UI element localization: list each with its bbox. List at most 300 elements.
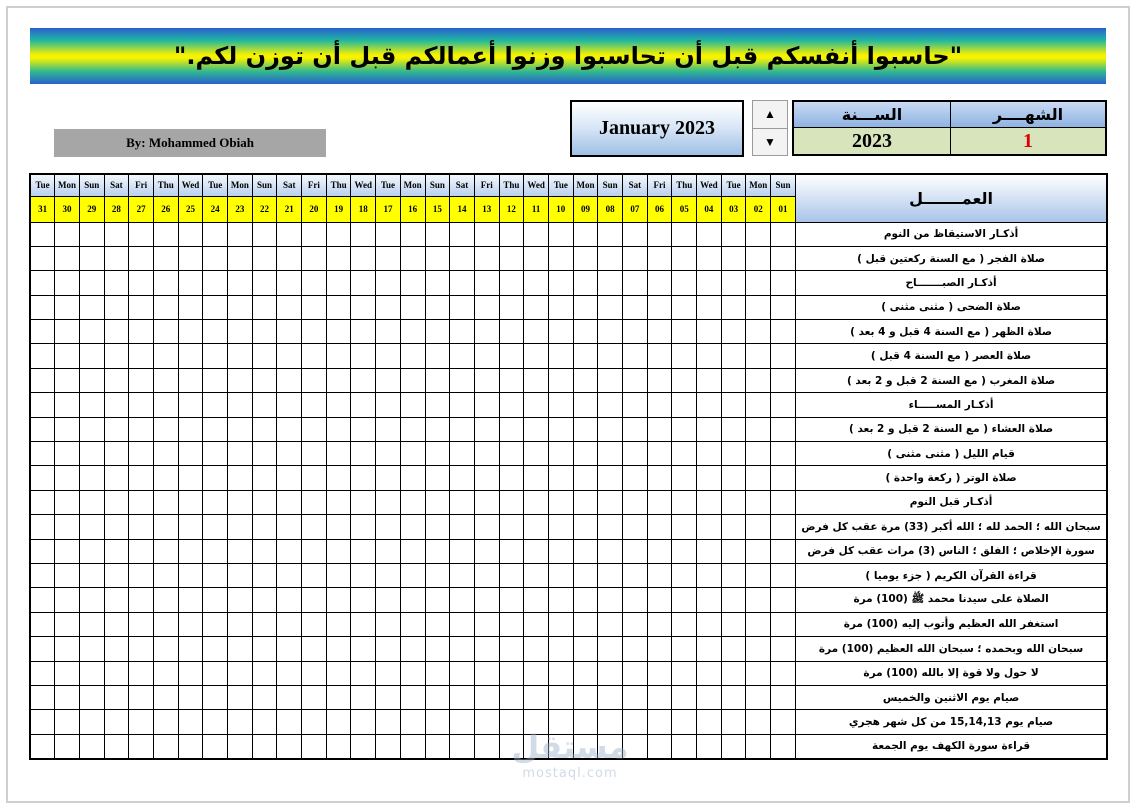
check-cell[interactable] xyxy=(647,637,672,661)
check-cell[interactable] xyxy=(129,246,154,270)
check-cell[interactable] xyxy=(672,344,697,368)
check-cell[interactable] xyxy=(771,710,796,734)
check-cell[interactable] xyxy=(647,344,672,368)
check-cell[interactable] xyxy=(104,588,129,612)
check-cell[interactable] xyxy=(129,490,154,514)
check-cell[interactable] xyxy=(55,563,80,587)
check-cell[interactable] xyxy=(474,320,499,344)
check-cell[interactable] xyxy=(573,588,598,612)
check-cell[interactable] xyxy=(178,637,203,661)
check-cell[interactable] xyxy=(450,320,475,344)
check-cell[interactable] xyxy=(598,515,623,539)
check-cell[interactable] xyxy=(302,466,327,490)
check-cell[interactable] xyxy=(771,295,796,319)
check-cell[interactable] xyxy=(55,685,80,709)
check-cell[interactable] xyxy=(55,344,80,368)
check-cell[interactable] xyxy=(721,466,746,490)
check-cell[interactable] xyxy=(697,661,722,685)
check-cell[interactable] xyxy=(450,417,475,441)
check-cell[interactable] xyxy=(55,442,80,466)
check-cell[interactable] xyxy=(746,539,771,563)
check-cell[interactable] xyxy=(623,685,648,709)
check-cell[interactable] xyxy=(55,246,80,270)
check-cell[interactable] xyxy=(55,612,80,636)
check-cell[interactable] xyxy=(351,246,376,270)
check-cell[interactable] xyxy=(746,295,771,319)
check-cell[interactable] xyxy=(623,320,648,344)
check-cell[interactable] xyxy=(474,344,499,368)
check-cell[interactable] xyxy=(129,320,154,344)
check-cell[interactable] xyxy=(499,344,524,368)
check-cell[interactable] xyxy=(277,710,302,734)
check-cell[interactable] xyxy=(277,637,302,661)
check-cell[interactable] xyxy=(302,710,327,734)
check-cell[interactable] xyxy=(376,710,401,734)
check-cell[interactable] xyxy=(598,612,623,636)
check-cell[interactable] xyxy=(400,515,425,539)
check-cell[interactable] xyxy=(771,515,796,539)
check-cell[interactable] xyxy=(228,612,253,636)
check-cell[interactable] xyxy=(153,563,178,587)
check-cell[interactable] xyxy=(499,320,524,344)
check-cell[interactable] xyxy=(400,442,425,466)
check-cell[interactable] xyxy=(129,734,154,758)
check-cell[interactable] xyxy=(351,661,376,685)
check-cell[interactable] xyxy=(721,539,746,563)
check-cell[interactable] xyxy=(746,710,771,734)
check-cell[interactable] xyxy=(104,685,129,709)
check-cell[interactable] xyxy=(672,637,697,661)
check-cell[interactable] xyxy=(499,637,524,661)
check-cell[interactable] xyxy=(79,661,104,685)
check-cell[interactable] xyxy=(129,588,154,612)
check-cell[interactable] xyxy=(30,222,55,246)
check-cell[interactable] xyxy=(104,271,129,295)
check-cell[interactable] xyxy=(178,344,203,368)
check-cell[interactable] xyxy=(450,685,475,709)
check-cell[interactable] xyxy=(425,490,450,514)
check-cell[interactable] xyxy=(450,222,475,246)
check-cell[interactable] xyxy=(252,442,277,466)
check-cell[interactable] xyxy=(474,466,499,490)
check-cell[interactable] xyxy=(252,637,277,661)
check-cell[interactable] xyxy=(104,490,129,514)
check-cell[interactable] xyxy=(129,271,154,295)
check-cell[interactable] xyxy=(450,612,475,636)
check-cell[interactable] xyxy=(548,466,573,490)
check-cell[interactable] xyxy=(746,661,771,685)
check-cell[interactable] xyxy=(474,539,499,563)
check-cell[interactable] xyxy=(79,710,104,734)
check-cell[interactable] xyxy=(400,417,425,441)
check-cell[interactable] xyxy=(548,515,573,539)
check-cell[interactable] xyxy=(672,393,697,417)
check-cell[interactable] xyxy=(79,442,104,466)
check-cell[interactable] xyxy=(302,588,327,612)
check-cell[interactable] xyxy=(548,539,573,563)
check-cell[interactable] xyxy=(302,393,327,417)
check-cell[interactable] xyxy=(598,466,623,490)
check-cell[interactable] xyxy=(474,685,499,709)
check-cell[interactable] xyxy=(277,417,302,441)
check-cell[interactable] xyxy=(450,515,475,539)
check-cell[interactable] xyxy=(647,466,672,490)
check-cell[interactable] xyxy=(30,685,55,709)
check-cell[interactable] xyxy=(400,588,425,612)
check-cell[interactable] xyxy=(228,563,253,587)
check-cell[interactable] xyxy=(548,320,573,344)
check-cell[interactable] xyxy=(277,320,302,344)
check-cell[interactable] xyxy=(450,734,475,758)
check-cell[interactable] xyxy=(302,515,327,539)
check-cell[interactable] xyxy=(203,685,228,709)
check-cell[interactable] xyxy=(104,246,129,270)
check-cell[interactable] xyxy=(55,637,80,661)
check-cell[interactable] xyxy=(351,539,376,563)
check-cell[interactable] xyxy=(623,368,648,392)
check-cell[interactable] xyxy=(697,344,722,368)
check-cell[interactable] xyxy=(153,710,178,734)
check-cell[interactable] xyxy=(425,734,450,758)
check-cell[interactable] xyxy=(351,734,376,758)
check-cell[interactable] xyxy=(326,490,351,514)
check-cell[interactable] xyxy=(573,320,598,344)
check-cell[interactable] xyxy=(376,515,401,539)
check-cell[interactable] xyxy=(697,710,722,734)
check-cell[interactable] xyxy=(548,368,573,392)
check-cell[interactable] xyxy=(524,563,549,587)
check-cell[interactable] xyxy=(178,588,203,612)
check-cell[interactable] xyxy=(721,271,746,295)
check-cell[interactable] xyxy=(771,637,796,661)
check-cell[interactable] xyxy=(771,539,796,563)
check-cell[interactable] xyxy=(499,710,524,734)
check-cell[interactable] xyxy=(203,661,228,685)
check-cell[interactable] xyxy=(623,490,648,514)
check-cell[interactable] xyxy=(573,563,598,587)
check-cell[interactable] xyxy=(647,417,672,441)
check-cell[interactable] xyxy=(548,222,573,246)
check-cell[interactable] xyxy=(499,368,524,392)
check-cell[interactable] xyxy=(573,393,598,417)
check-cell[interactable] xyxy=(376,612,401,636)
check-cell[interactable] xyxy=(326,246,351,270)
check-cell[interactable] xyxy=(499,539,524,563)
check-cell[interactable] xyxy=(647,661,672,685)
check-cell[interactable] xyxy=(425,442,450,466)
check-cell[interactable] xyxy=(79,393,104,417)
check-cell[interactable] xyxy=(425,222,450,246)
check-cell[interactable] xyxy=(623,246,648,270)
check-cell[interactable] xyxy=(30,612,55,636)
check-cell[interactable] xyxy=(30,466,55,490)
check-cell[interactable] xyxy=(178,515,203,539)
check-cell[interactable] xyxy=(326,271,351,295)
check-cell[interactable] xyxy=(326,563,351,587)
check-cell[interactable] xyxy=(79,222,104,246)
check-cell[interactable] xyxy=(573,685,598,709)
check-cell[interactable] xyxy=(376,734,401,758)
check-cell[interactable] xyxy=(203,271,228,295)
check-cell[interactable] xyxy=(573,271,598,295)
check-cell[interactable] xyxy=(647,320,672,344)
check-cell[interactable] xyxy=(153,661,178,685)
check-cell[interactable] xyxy=(376,271,401,295)
check-cell[interactable] xyxy=(326,442,351,466)
check-cell[interactable] xyxy=(203,442,228,466)
check-cell[interactable] xyxy=(228,442,253,466)
check-cell[interactable] xyxy=(425,588,450,612)
check-cell[interactable] xyxy=(129,344,154,368)
check-cell[interactable] xyxy=(573,539,598,563)
check-cell[interactable] xyxy=(326,417,351,441)
check-cell[interactable] xyxy=(228,734,253,758)
check-cell[interactable] xyxy=(302,685,327,709)
check-cell[interactable] xyxy=(104,734,129,758)
check-cell[interactable] xyxy=(425,295,450,319)
check-cell[interactable] xyxy=(647,588,672,612)
check-cell[interactable] xyxy=(228,466,253,490)
check-cell[interactable] xyxy=(474,417,499,441)
check-cell[interactable] xyxy=(771,344,796,368)
check-cell[interactable] xyxy=(450,490,475,514)
check-cell[interactable] xyxy=(524,295,549,319)
check-cell[interactable] xyxy=(721,563,746,587)
check-cell[interactable] xyxy=(326,612,351,636)
check-cell[interactable] xyxy=(721,710,746,734)
check-cell[interactable] xyxy=(79,271,104,295)
check-cell[interactable] xyxy=(400,466,425,490)
check-cell[interactable] xyxy=(746,734,771,758)
check-cell[interactable] xyxy=(129,563,154,587)
check-cell[interactable] xyxy=(153,588,178,612)
check-cell[interactable] xyxy=(376,490,401,514)
check-cell[interactable] xyxy=(228,320,253,344)
check-cell[interactable] xyxy=(153,246,178,270)
check-cell[interactable] xyxy=(376,563,401,587)
check-cell[interactable] xyxy=(252,295,277,319)
check-cell[interactable] xyxy=(153,685,178,709)
check-cell[interactable] xyxy=(573,417,598,441)
check-cell[interactable] xyxy=(351,710,376,734)
check-cell[interactable] xyxy=(351,588,376,612)
check-cell[interactable] xyxy=(524,685,549,709)
check-cell[interactable] xyxy=(499,588,524,612)
check-cell[interactable] xyxy=(302,612,327,636)
check-cell[interactable] xyxy=(425,368,450,392)
check-cell[interactable] xyxy=(351,393,376,417)
check-cell[interactable] xyxy=(524,344,549,368)
check-cell[interactable] xyxy=(376,344,401,368)
check-cell[interactable] xyxy=(277,271,302,295)
check-cell[interactable] xyxy=(623,612,648,636)
check-cell[interactable] xyxy=(598,271,623,295)
check-cell[interactable] xyxy=(623,539,648,563)
check-cell[interactable] xyxy=(450,271,475,295)
check-cell[interactable] xyxy=(647,563,672,587)
check-cell[interactable] xyxy=(499,490,524,514)
check-cell[interactable] xyxy=(697,539,722,563)
check-cell[interactable] xyxy=(104,344,129,368)
check-cell[interactable] xyxy=(178,734,203,758)
check-cell[interactable] xyxy=(623,295,648,319)
check-cell[interactable] xyxy=(474,515,499,539)
check-cell[interactable] xyxy=(228,417,253,441)
check-cell[interactable] xyxy=(425,563,450,587)
check-cell[interactable] xyxy=(474,734,499,758)
check-cell[interactable] xyxy=(548,612,573,636)
check-cell[interactable] xyxy=(524,417,549,441)
check-cell[interactable] xyxy=(376,637,401,661)
check-cell[interactable] xyxy=(697,588,722,612)
check-cell[interactable] xyxy=(79,344,104,368)
check-cell[interactable] xyxy=(129,637,154,661)
check-cell[interactable] xyxy=(746,563,771,587)
check-cell[interactable] xyxy=(450,344,475,368)
check-cell[interactable] xyxy=(400,539,425,563)
check-cell[interactable] xyxy=(548,710,573,734)
check-cell[interactable] xyxy=(203,466,228,490)
check-cell[interactable] xyxy=(672,563,697,587)
check-cell[interactable] xyxy=(351,637,376,661)
check-cell[interactable] xyxy=(697,246,722,270)
check-cell[interactable] xyxy=(425,417,450,441)
check-cell[interactable] xyxy=(178,222,203,246)
check-cell[interactable] xyxy=(623,637,648,661)
check-cell[interactable] xyxy=(400,685,425,709)
check-cell[interactable] xyxy=(104,563,129,587)
check-cell[interactable] xyxy=(252,222,277,246)
check-cell[interactable] xyxy=(203,295,228,319)
check-cell[interactable] xyxy=(499,442,524,466)
check-cell[interactable] xyxy=(746,344,771,368)
check-cell[interactable] xyxy=(129,368,154,392)
check-cell[interactable] xyxy=(598,685,623,709)
check-cell[interactable] xyxy=(326,320,351,344)
check-cell[interactable] xyxy=(252,490,277,514)
check-cell[interactable] xyxy=(178,320,203,344)
check-cell[interactable] xyxy=(647,685,672,709)
check-cell[interactable] xyxy=(746,320,771,344)
check-cell[interactable] xyxy=(302,637,327,661)
check-cell[interactable] xyxy=(548,393,573,417)
check-cell[interactable] xyxy=(598,637,623,661)
check-cell[interactable] xyxy=(450,661,475,685)
check-cell[interactable] xyxy=(252,612,277,636)
check-cell[interactable] xyxy=(277,466,302,490)
check-cell[interactable] xyxy=(104,539,129,563)
check-cell[interactable] xyxy=(129,515,154,539)
check-cell[interactable] xyxy=(326,466,351,490)
check-cell[interactable] xyxy=(104,442,129,466)
check-cell[interactable] xyxy=(376,393,401,417)
check-cell[interactable] xyxy=(79,612,104,636)
check-cell[interactable] xyxy=(376,417,401,441)
check-cell[interactable] xyxy=(697,490,722,514)
check-cell[interactable] xyxy=(499,222,524,246)
check-cell[interactable] xyxy=(277,344,302,368)
check-cell[interactable] xyxy=(771,368,796,392)
check-cell[interactable] xyxy=(697,222,722,246)
check-cell[interactable] xyxy=(548,295,573,319)
check-cell[interactable] xyxy=(129,393,154,417)
check-cell[interactable] xyxy=(623,222,648,246)
check-cell[interactable] xyxy=(178,490,203,514)
check-cell[interactable] xyxy=(55,320,80,344)
check-cell[interactable] xyxy=(203,344,228,368)
check-cell[interactable] xyxy=(672,490,697,514)
check-cell[interactable] xyxy=(450,563,475,587)
check-cell[interactable] xyxy=(598,222,623,246)
check-cell[interactable] xyxy=(228,490,253,514)
check-cell[interactable] xyxy=(129,442,154,466)
check-cell[interactable] xyxy=(55,466,80,490)
check-cell[interactable] xyxy=(79,588,104,612)
check-cell[interactable] xyxy=(129,417,154,441)
check-cell[interactable] xyxy=(524,368,549,392)
check-cell[interactable] xyxy=(129,661,154,685)
check-cell[interactable] xyxy=(55,368,80,392)
check-cell[interactable] xyxy=(746,515,771,539)
check-cell[interactable] xyxy=(153,734,178,758)
check-cell[interactable] xyxy=(672,295,697,319)
check-cell[interactable] xyxy=(153,222,178,246)
check-cell[interactable] xyxy=(252,588,277,612)
check-cell[interactable] xyxy=(598,710,623,734)
check-cell[interactable] xyxy=(178,271,203,295)
check-cell[interactable] xyxy=(746,442,771,466)
check-cell[interactable] xyxy=(326,295,351,319)
check-cell[interactable] xyxy=(771,563,796,587)
check-cell[interactable] xyxy=(55,539,80,563)
check-cell[interactable] xyxy=(746,466,771,490)
check-cell[interactable] xyxy=(30,710,55,734)
check-cell[interactable] xyxy=(721,734,746,758)
check-cell[interactable] xyxy=(598,563,623,587)
check-cell[interactable] xyxy=(672,661,697,685)
check-cell[interactable] xyxy=(647,295,672,319)
check-cell[interactable] xyxy=(647,246,672,270)
check-cell[interactable] xyxy=(302,246,327,270)
check-cell[interactable] xyxy=(499,417,524,441)
check-cell[interactable] xyxy=(721,295,746,319)
check-cell[interactable] xyxy=(573,637,598,661)
check-cell[interactable] xyxy=(548,661,573,685)
check-cell[interactable] xyxy=(598,368,623,392)
check-cell[interactable] xyxy=(79,515,104,539)
check-cell[interactable] xyxy=(30,490,55,514)
check-cell[interactable] xyxy=(178,442,203,466)
check-cell[interactable] xyxy=(647,734,672,758)
check-cell[interactable] xyxy=(771,393,796,417)
check-cell[interactable] xyxy=(746,246,771,270)
check-cell[interactable] xyxy=(178,246,203,270)
check-cell[interactable] xyxy=(474,442,499,466)
check-cell[interactable] xyxy=(623,466,648,490)
check-cell[interactable] xyxy=(252,393,277,417)
check-cell[interactable] xyxy=(30,368,55,392)
check-cell[interactable] xyxy=(400,734,425,758)
check-cell[interactable] xyxy=(400,222,425,246)
check-cell[interactable] xyxy=(129,685,154,709)
check-cell[interactable] xyxy=(104,320,129,344)
check-cell[interactable] xyxy=(524,515,549,539)
check-cell[interactable] xyxy=(425,466,450,490)
check-cell[interactable] xyxy=(746,588,771,612)
check-cell[interactable] xyxy=(277,661,302,685)
check-cell[interactable] xyxy=(499,612,524,636)
check-cell[interactable] xyxy=(721,490,746,514)
